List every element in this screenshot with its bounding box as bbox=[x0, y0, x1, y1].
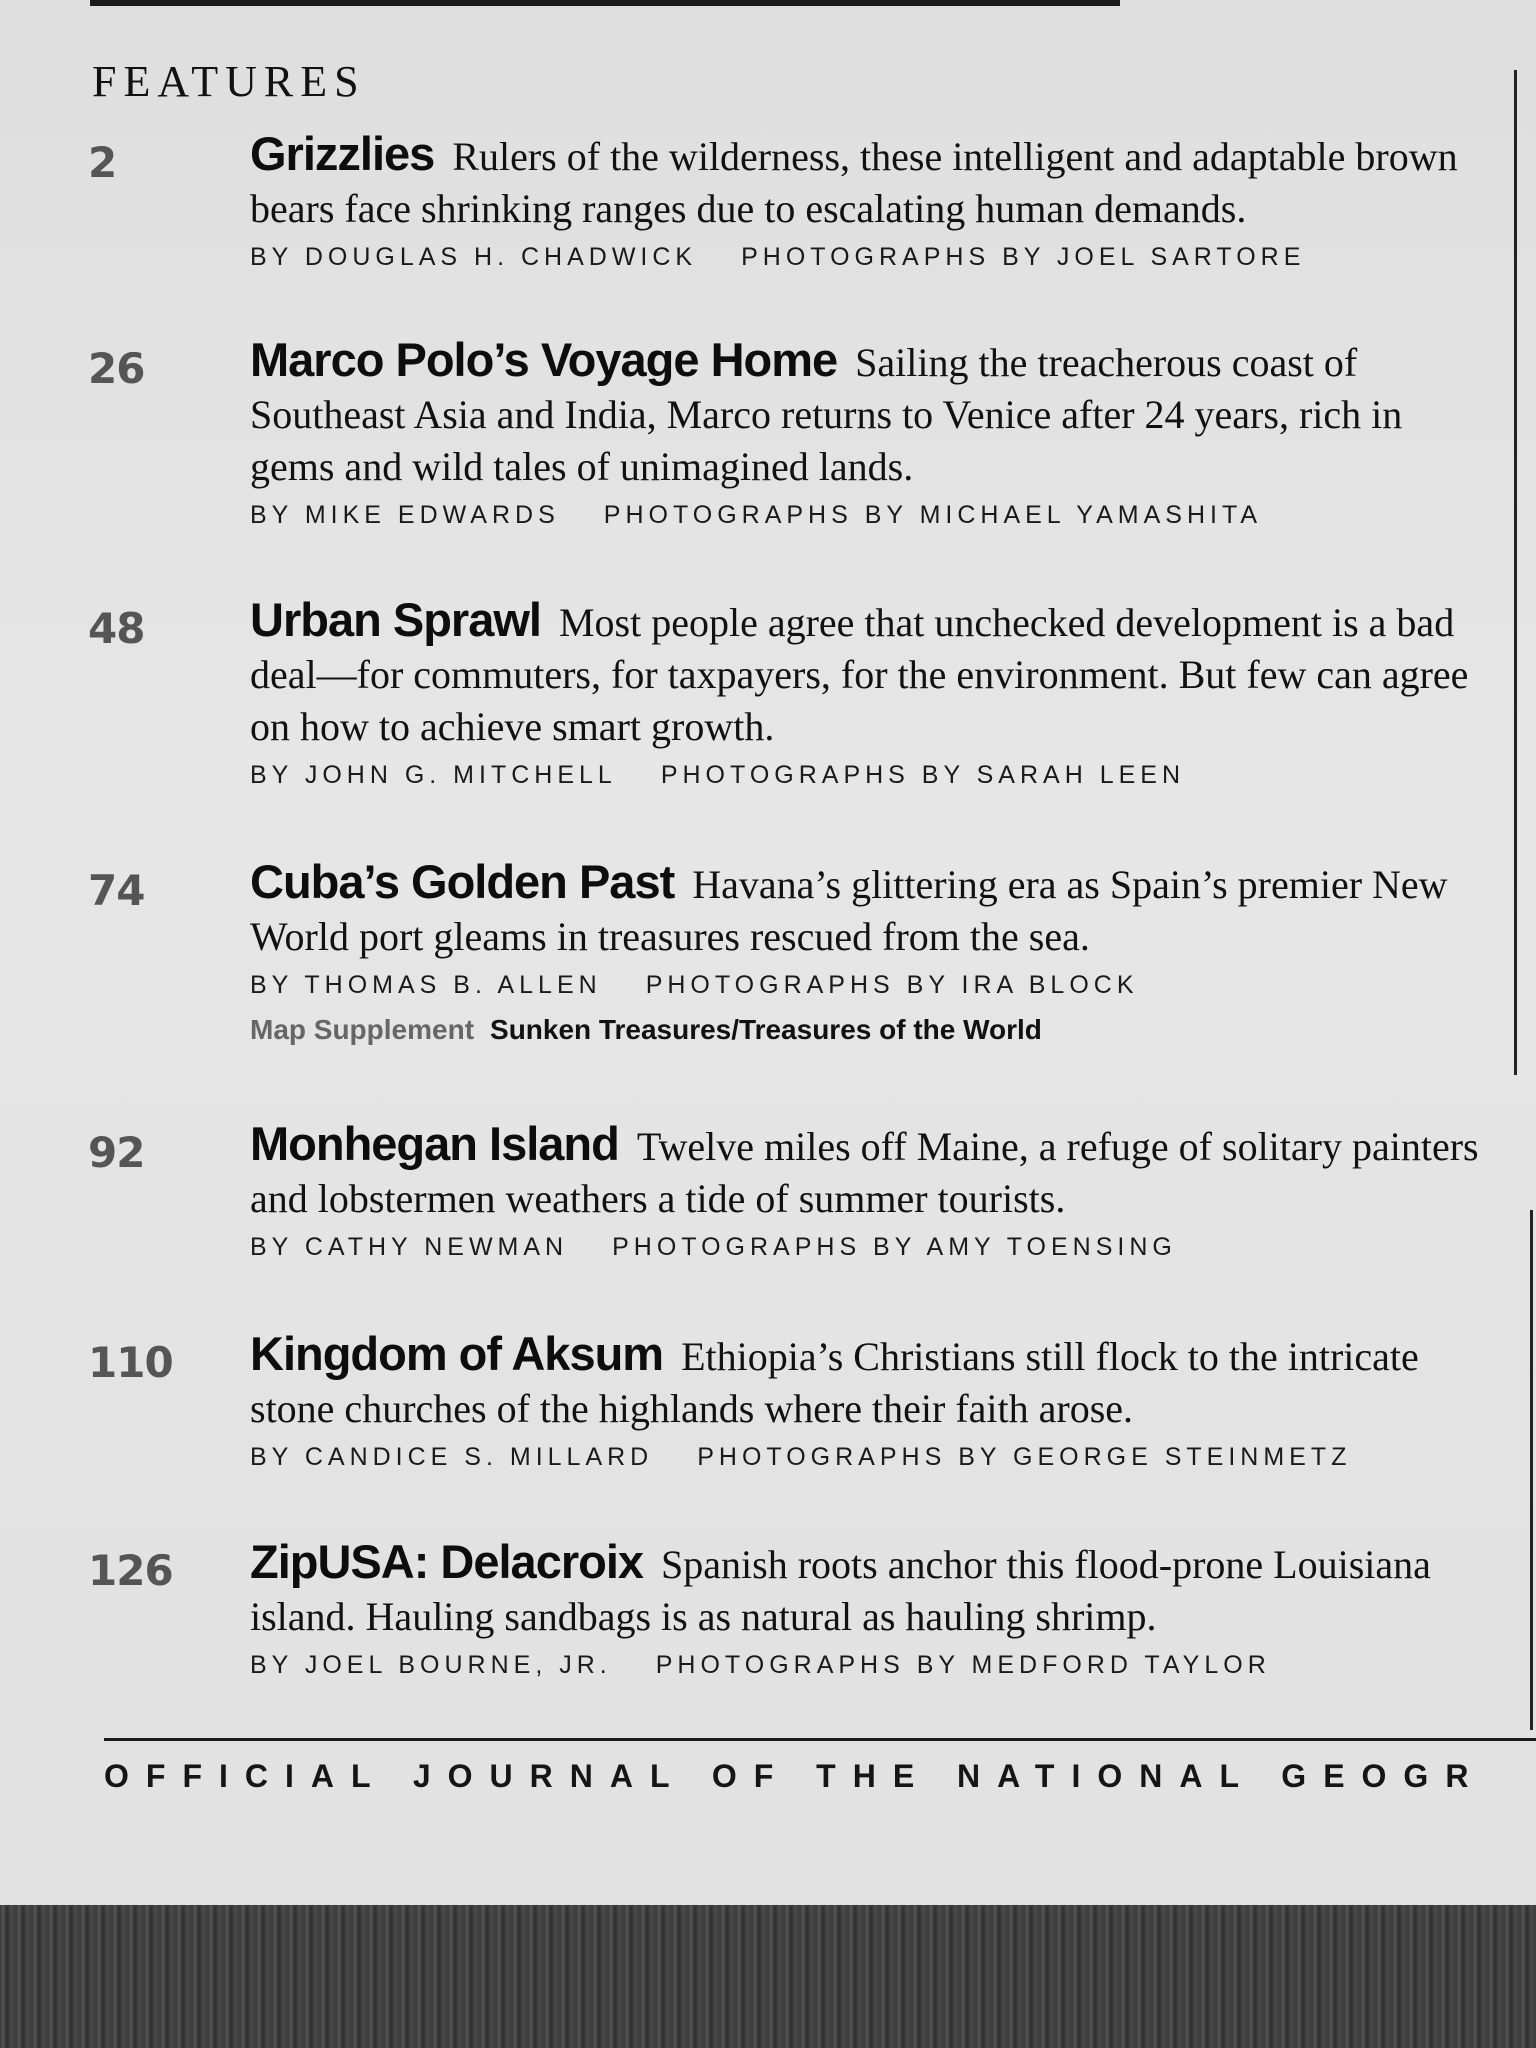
feature-title[interactable]: Marco Polo’s Voyage Home bbox=[250, 333, 838, 386]
photographer-credit: PHOTOGRAPHS BY AMY TOENSING bbox=[612, 1233, 1177, 1261]
feature-description: Rulers of the wilderness, these intelligent and adaptable brown bears face shrinking ranges due to escalating human demands. bbox=[250, 134, 1458, 231]
photographer-credit: PHOTOGRAPHS BY IRA BLOCK bbox=[645, 971, 1139, 999]
feature-description: Spanish roots anchor this flood-prone Louisiana island. Hauling sandbags is as natural as hauling shrimp. bbox=[250, 1542, 1431, 1639]
feature-credits bbox=[250, 243, 1495, 272]
feature-body bbox=[250, 856, 1495, 1046]
feature-description: Twelve miles off Maine, a refuge of solitary painters and lobstermen weathers a tide of summer tourists. bbox=[250, 1124, 1479, 1221]
feature-text bbox=[250, 1328, 1495, 1435]
author-credit: BY JOHN G. MITCHELL bbox=[250, 761, 617, 789]
feature-body bbox=[250, 128, 1495, 272]
top-rule bbox=[90, 0, 1120, 6]
author-credit: BY CATHY NEWMAN bbox=[250, 1233, 569, 1261]
feature-description: Ethiopia’s Christians still flock to the intricate stone churches of the highlands where their faith arose. bbox=[250, 1334, 1419, 1431]
page-number: 92 bbox=[88, 1128, 145, 1177]
feature-text bbox=[250, 334, 1495, 493]
feature-credits bbox=[250, 501, 1495, 530]
feature-credits bbox=[250, 971, 1495, 1000]
feature-description: Sailing the treacherous coast of Southeast Asia and India, Marco returns to Venice after 24 years, rich in gems and wild tales of unimagined lands. bbox=[250, 340, 1403, 489]
author-credit: BY DOUGLAS H. CHADWICK bbox=[250, 243, 698, 271]
feature-title[interactable]: Cuba’s Golden Past bbox=[250, 855, 675, 908]
feature-body bbox=[250, 594, 1495, 790]
footer-rule bbox=[104, 1738, 1536, 1741]
feature-description: Havana’s glittering era as Spain’s premier New World port gleams in treasures rescued from the sea. bbox=[250, 862, 1448, 959]
author-credit: BY MIKE EDWARDS bbox=[250, 501, 560, 529]
author-credit: BY THOMAS B. ALLEN bbox=[250, 971, 602, 999]
footer-tagline: OFFICIAL JOURNAL OF THE NATIONAL GEOGR bbox=[104, 1758, 1486, 1794]
feature-title[interactable]: Monhegan Island bbox=[250, 1117, 619, 1170]
right-edge-rule bbox=[1514, 70, 1517, 1075]
feature-text bbox=[250, 1118, 1495, 1225]
feature-credits bbox=[250, 1233, 1495, 1262]
feature-credits bbox=[250, 761, 1495, 790]
photographer-credit: PHOTOGRAPHS BY JOEL SARTORE bbox=[741, 243, 1306, 271]
feature-title[interactable]: Kingdom of Aksum bbox=[250, 1327, 664, 1380]
section-title: FEATURES bbox=[92, 57, 366, 106]
photographer-credit: PHOTOGRAPHS BY GEORGE STEINMETZ bbox=[697, 1443, 1352, 1471]
photographer-credit: PHOTOGRAPHS BY MEDFORD TAYLOR bbox=[655, 1651, 1271, 1679]
author-credit: BY JOEL BOURNE, JR. bbox=[250, 1651, 612, 1679]
author-credit: BY CANDICE S. MILLARD bbox=[250, 1443, 654, 1471]
feature-title[interactable]: ZipUSA: Delacroix bbox=[250, 1535, 644, 1588]
feature-credits bbox=[250, 1443, 1495, 1472]
wood-surface-background bbox=[0, 1905, 1536, 2048]
feature-body bbox=[250, 1536, 1495, 1680]
feature-body bbox=[250, 1328, 1495, 1472]
supplement-title[interactable]: Sunken Treasures/Treasures of the World bbox=[490, 1014, 1042, 1045]
page-number: 126 bbox=[88, 1546, 173, 1595]
feature-text bbox=[250, 1536, 1495, 1643]
photographer-credit: PHOTOGRAPHS BY SARAH LEEN bbox=[660, 761, 1186, 789]
page-number: 110 bbox=[88, 1338, 173, 1387]
supplement-label: Map Supplement bbox=[250, 1014, 475, 1045]
photographer-credit: PHOTOGRAPHS BY MICHAEL YAMASHITA bbox=[603, 501, 1263, 529]
feature-text bbox=[250, 594, 1495, 753]
feature-title[interactable]: Urban Sprawl bbox=[250, 593, 541, 646]
map-supplement bbox=[250, 1014, 1495, 1046]
page-number: 74 bbox=[88, 866, 145, 915]
feature-body bbox=[250, 1118, 1495, 1262]
feature-description: Most people agree that unchecked development is a bad deal—for commuters, for taxpayers, for the environment. But few can agree on how to achieve smart growth. bbox=[250, 600, 1469, 749]
feature-credits bbox=[250, 1651, 1495, 1680]
feature-text bbox=[250, 856, 1495, 963]
page-number: 2 bbox=[88, 138, 117, 187]
feature-body bbox=[250, 334, 1495, 530]
feature-title[interactable]: Grizzlies bbox=[250, 127, 435, 180]
page-number: 26 bbox=[88, 344, 145, 393]
page-number: 48 bbox=[88, 604, 145, 653]
right-edge-rule-lower bbox=[1530, 1210, 1533, 1730]
feature-text bbox=[250, 128, 1495, 235]
